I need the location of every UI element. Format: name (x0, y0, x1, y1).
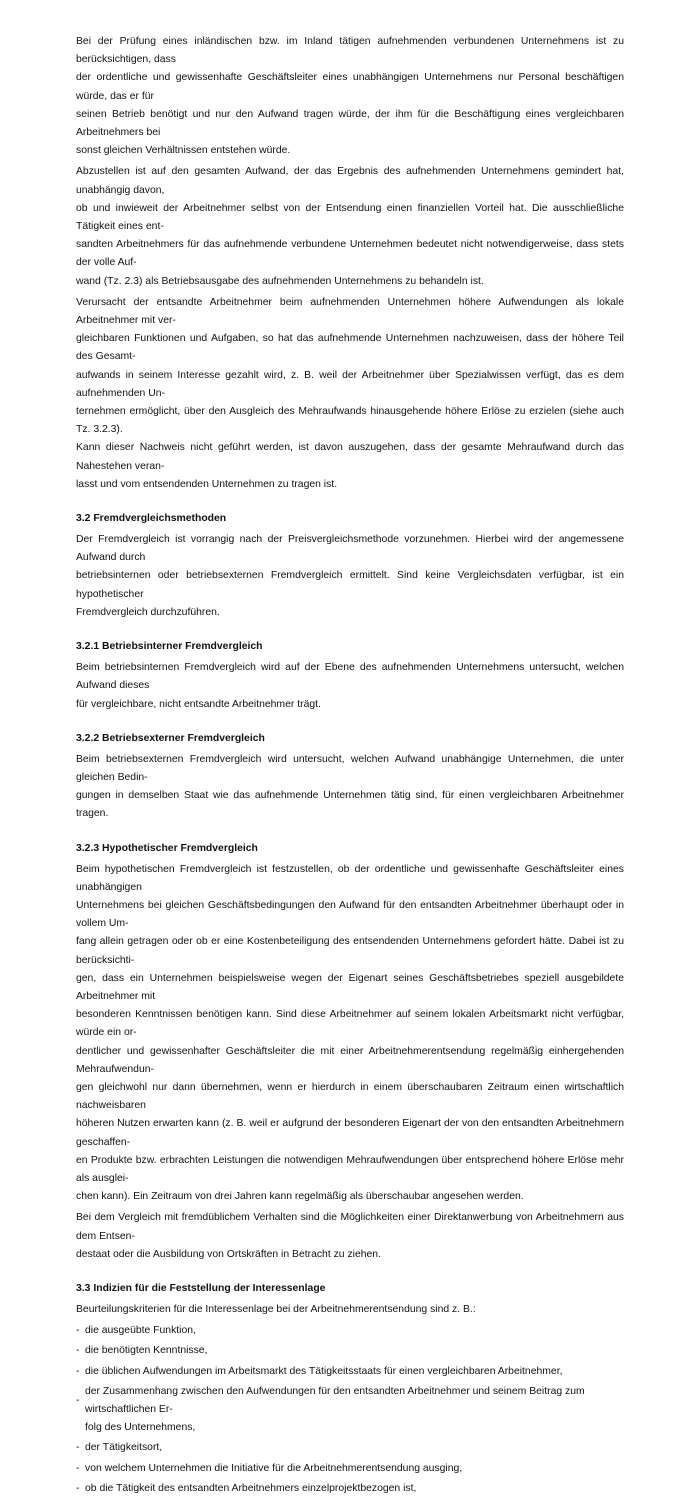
section-3-2-1-heading: 3.2.1 Betriebsinterner Fremdvergleich (76, 641, 263, 653)
text-line: aufwands in seinem Interesse gezahlt wird, z. B. weil der Arbeitnehmer über Spezialwissen verfügt, das es dem aufnehmenden Un- (76, 369, 624, 399)
text-line: Fremdvergleich durchzuführen. (76, 606, 220, 618)
text-line: ob und inwieweit der Arbeitnehmer selbst von der Entsendung einen finanziellen Vorteil hat. Die ausschließliche Tätigkeit eines ent- (76, 202, 624, 233)
text-line: Bei der Prüfung eines inländischen bzw. im Inland tätigen aufnehmenden verbundenen Unternehmens ist zu berücksichtigen, dass (76, 36, 624, 66)
text-line: sandten Arbeitnehmers für das aufnehmende verbundene Unternehmen bedeutet nicht notwendigerweise, dass stets der volle Auf- (76, 239, 624, 269)
text-line: der Zusammenhang zwischen den Aufwendungen für den entsandten Arbeitnehmer und seinem Beitrag zum wirtschaftlichen Er- (85, 1385, 585, 1415)
text-line: fang allein getragen oder ob er eine Kostenbeteiligung des entsendenden Unternehmens gefordert hätte. Dabei ist zu berücksichti- (76, 936, 624, 966)
dash-bullet: - (76, 1462, 80, 1474)
text-line: dentlicher und gewissenhafter Geschäftsleiter die mit einer Arbeitnehmerentsendung regelmäßig einhergehenden Mehraufwendun- (76, 1045, 624, 1075)
text-line: Abzustellen ist auf den gesamten Aufwand, der das Ergebnis des aufnehmenden Unternehmens gemindert hat, unabhängig davon, (76, 166, 624, 196)
text-line: Beim betriebsinternen Fremdvergleich wird auf der Ebene des aufnehmenden Unternehmens untersucht, welchen Aufwand dieses (76, 662, 624, 692)
text-line: wand (Tz. 2.3) als Betriebsausgabe des aufnehmenden Unternehmens zu behandeln ist. (76, 275, 484, 287)
text-line: die ausgeübte Funktion, (85, 1325, 196, 1337)
text-line: en Produkte bzw. erbrachten Leistungen die notwendigen Mehraufwendungen über entsprechend höhere Erlöse mehr als ausglei- (76, 1154, 624, 1184)
section-3-2-3-heading: 3.2.3 Hypothetischer Fremdvergleich (76, 842, 258, 854)
text-line: gen, dass ein Unternehmen beispielsweise wegen der Eigenart seines Geschäftsbetriebes speziell ausgebildete Arbeitnehmer mit (76, 972, 624, 1002)
text-line: besonderen Kenntnissen benötigen kann. Sind diese Arbeitnehmer auf seinem lokalen Arbeitsmarkt nicht verfügbar, würde ein or- (76, 1009, 624, 1039)
intro-paragraph (76, 294, 624, 494)
criteria-list (76, 1322, 624, 1498)
section-3-2-2-heading: 3.2.2 Betriebsexterner Fremdvergleich (76, 732, 265, 744)
intro-section (76, 33, 624, 494)
text-line: die benötigten Kenntnisse, (85, 1345, 208, 1357)
text-line: der Tätigkeitsort, (85, 1442, 163, 1454)
list-item (76, 1383, 624, 1438)
dash-bullet: - (76, 1482, 80, 1494)
section-3-2-paragraph (76, 531, 624, 622)
text-line: gleichbaren Funktionen und Aufgaben, so hat das aufnehmende Unternehmen nachzuweisen, dass der höhere Teil des Gesamt- (76, 333, 624, 363)
text-line: ternehmen ermöglicht, über den Ausgleich des Mehraufwands hinausgehende höhere Erlöse zu erzielen (siehe auch Tz. 3.2.3). (76, 406, 624, 436)
dash-bullet: - (76, 1442, 80, 1454)
text-line: Beim betriebsexternen Fremdvergleich wird untersucht, welchen Aufwand unabhängige Unternehmen, die unter gleichen Bedin- (76, 753, 624, 783)
text-line: seinen Betrieb benötigt und nur den Aufwand tragen würde, der ihm für die Beschäftigung eines vergleichbaren Arbeitnehmers bei (76, 108, 624, 139)
text-line: Unternehmens bei gleichen Geschäftsbedingungen den Aufwand für den entsandten Arbeitnehmer überhaupt oder in vollem Um- (76, 899, 624, 930)
section-3-3-heading: 3.3 Indizien für die Feststellung der Interessenlage (76, 1282, 326, 1294)
text-line: gungen in demselben Staat wie das aufnehmende Unternehmen tätig sind, für einen vergleichbaren Arbeitnehmer tragen. (76, 790, 624, 820)
text-line: ob die Tätigkeit des entsandten Arbeitnehmers einzelprojektbezogen ist, (85, 1482, 417, 1494)
text-line: gen gleichwohl nur dann übernehmen, wenn er hierdurch in einem überschaubaren Zeitraum einen wirtschaftlich nachweisbaren (76, 1081, 624, 1112)
dash-bullet: - (76, 1325, 80, 1337)
text-line: von welchem Unternehmen die Initiative für die Arbeitnehmerentsendung ausging, (85, 1462, 463, 1474)
section-3-2-3-paragraph-1 (76, 861, 624, 1207)
text-line: Beim hypothetischen Fremdvergleich ist festzustellen, ob der ordentliche und gewissenhafte Geschäftsleiter eines unabhängigen (76, 863, 624, 893)
dash-bullet: - (76, 1394, 80, 1406)
text-line: die üblichen Aufwendungen im Arbeitsmarkt des Tätigkeitsstaats für einen vergleichbaren Arbeitnehmer, (85, 1365, 563, 1377)
document-body (76, 33, 624, 1500)
text-line: folg des Unternehmens, (85, 1422, 196, 1434)
text-line: der ordentliche und gewissenhafte Geschäftsleiter eines unabhängigen Unternehmens nur Personal beschäftigen würde, das er für (76, 72, 624, 102)
dash-bullet: - (76, 1345, 80, 1357)
section-3-2-1-paragraph (76, 659, 624, 714)
intro-paragraph (76, 163, 624, 290)
text-line: Bei dem Vergleich mit fremdüblichem Verhalten sind die Möglichkeiten einer Direktanwerbung von Arbeitnehmern aus dem Entsen- (76, 1212, 624, 1242)
list-item (76, 1439, 624, 1457)
section-3-2-3-paragraph-2 (76, 1209, 624, 1264)
text-line: chen kann). Ein Zeitraum von drei Jahren kann regelmäßig als überschaubar angesehen werden. (76, 1191, 524, 1203)
section-3-2-heading: 3.2 Fremdvergleichsmethoden (76, 513, 227, 525)
section-3-2-2-paragraph (76, 751, 624, 824)
text-line: Verursacht der entsandte Arbeitnehmer beim aufnehmenden Unternehmen höhere Aufwendungen als lokale Arbeitnehmer mit ver- (76, 296, 624, 327)
text-line: sonst gleichen Verhältnissen entstehen würde. (76, 145, 291, 157)
text-line: höheren Nutzen erwarten kann (z. B. weil er aufgrund der besonderen Eigenart der von den entsandten Arbeitnehmern geschaffen- (76, 1118, 624, 1148)
text-line: lasst und vom entsendenden Unternehmen zu tragen ist. (76, 478, 338, 490)
list-item (76, 1480, 624, 1498)
list-item (76, 1460, 624, 1478)
list-item (76, 1322, 624, 1340)
text-line: für vergleichbare, nicht entsandte Arbeitnehmer trägt. (76, 698, 321, 710)
text-line: betriebsinternen oder betriebsexternen Fremdvergleich ermittelt. Sind keine Vergleichsdaten verfügbar, ist ein hypothetischer (76, 570, 624, 600)
text-line: Der Fremdvergleich ist vorrangig nach der Preisvergleichsmethode vorzunehmen. Hierbei wird der angemessene Aufwand durch (76, 534, 624, 564)
intro-paragraph (76, 33, 624, 160)
dash-bullet: - (76, 1365, 80, 1377)
list-item (76, 1342, 624, 1360)
text-line: destaat oder die Ausbildung von Ortskräften in Betracht zu ziehen. (76, 1248, 381, 1260)
text-line: Kann dieser Nachweis nicht geführt werden, ist davon auszugehen, dass der gesamte Mehraufwand durch das Nahestehen veran- (76, 442, 624, 472)
section-3-3-intro: Beurteilungskriterien für die Interessenlage bei der Arbeitnehmerentsendung sind z. B.: (76, 1303, 476, 1315)
list-item (76, 1363, 624, 1381)
